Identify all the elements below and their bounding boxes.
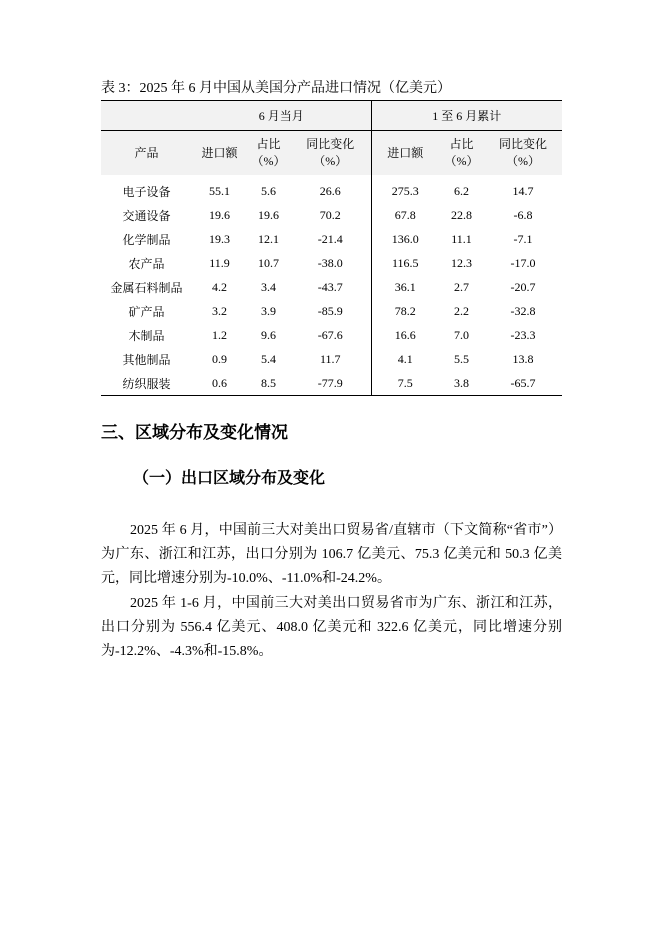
month-yoy-cell: 11.7 [290,347,371,371]
cum-yoy-cell: -7.1 [513,231,533,246]
table-row [101,251,562,275]
group-header-cumulative: 1 至 6 月累计 [371,101,562,131]
column-header-row [101,131,562,176]
cum-share-cell: 3.8 [439,371,484,396]
column-header-cum-value: 进口额 [371,131,439,176]
month-value-cell: 55.1 [209,183,230,198]
cum-share-cell: 2.2 [454,303,469,318]
product-cell: 化学制品 [122,232,171,247]
product-cell: 矿产品 [128,304,165,319]
month-share-cell: 19.6 [258,207,279,222]
table-caption: 表 3：2025 年 6 月中国从美国分产品进口情况（亿美元） [101,81,451,96]
month-yoy-cell: -38.0 [290,251,371,275]
paragraph-june: 2025 年 6 月，中国前三大对美出口贸易省/直辖市（下文简称“省市”）为广东、浙江和江苏，出口分别为 106.7 亿美元、75.3 亿美元和 50.3 亿美元，同比增速分别为-10.0%、-11.0%和-24.2%。 [101,523,562,586]
column-header-cum-share: 占比 （%） [439,131,484,176]
table-row [101,347,562,371]
cum-value-cell: 136.0 [391,231,419,246]
cum-yoy-cell: -32.8 [510,303,536,318]
cum-value-cell: 67.8 [394,207,416,222]
product-cell: 纺织服装 [101,371,192,396]
cum-yoy-cell: 13.8 [512,351,534,366]
product-cell: 金属石料制品 [110,280,183,295]
cum-share-cell: 2.7 [454,279,469,294]
product-cell: 其他制品 [122,352,171,367]
month-yoy-cell: -85.9 [290,299,371,323]
column-header-product: 产品 [101,131,192,176]
cum-share-cell: 22.8 [451,207,472,222]
month-share-cell: 5.4 [261,351,276,366]
cum-yoy-cell: -20.7 [510,279,536,294]
month-share-cell: 8.5 [247,371,290,396]
product-cell: 交通设备 [122,208,171,223]
month-value-cell: 11.9 [209,255,230,270]
month-share-cell: 10.7 [258,255,279,270]
cum-share-cell: 12.3 [451,255,472,270]
cum-value-cell: 7.5 [371,371,439,396]
column-header-cum-yoy: 同比变化 （%） [484,131,562,176]
month-share-cell: 3.4 [261,279,276,294]
month-value-cell: 1.2 [212,327,227,342]
group-header-blank [101,101,192,131]
month-yoy-cell: 26.6 [290,175,371,203]
month-value-cell: 0.6 [192,371,247,396]
table-row [101,371,562,396]
cum-share-cell: 7.0 [454,327,469,342]
month-share-cell: 12.1 [258,231,279,246]
import-by-product-table [101,100,562,396]
group-header-row [101,101,562,131]
cum-value-cell: 16.6 [394,327,416,342]
cum-value-cell: 78.2 [394,303,416,318]
cum-yoy-cell: -17.0 [510,255,536,270]
table-row [101,203,562,227]
cum-share-cell: 11.1 [451,231,472,246]
table-row [101,227,562,251]
month-share-cell: 9.6 [261,327,276,342]
cum-yoy-cell: -65.7 [484,371,562,396]
cum-value-cell: 4.1 [397,351,413,366]
cum-share-cell: 6.2 [454,183,469,198]
month-share-cell: 5.6 [261,183,276,198]
cum-value-cell: 116.5 [391,255,419,270]
cum-share-cell: 5.5 [454,351,469,366]
month-value-cell: 3.2 [212,303,227,318]
month-yoy-cell: -21.4 [290,227,371,251]
month-value-cell: 19.6 [209,207,230,222]
section-heading: 三、区域分布及变化情况 [101,423,288,443]
cum-value-cell: 36.1 [394,279,416,294]
month-value-cell: 19.3 [209,231,230,246]
month-yoy-cell: 70.2 [290,203,371,227]
month-yoy-cell: -43.7 [290,275,371,299]
cum-value-cell: 275.3 [391,183,419,198]
month-yoy-cell: -77.9 [290,371,371,396]
table-row [101,323,562,347]
cum-yoy-cell: 14.7 [512,183,534,198]
product-cell: 木制品 [128,328,165,343]
product-cell: 电子设备 [122,184,171,199]
product-cell: 农产品 [128,256,165,271]
month-value-cell: 0.9 [212,351,227,366]
cum-yoy-cell: -6.8 [513,207,533,222]
group-header-month: 6 月当月 [192,101,371,131]
column-header-month-share: 占比 （%） [247,131,290,176]
table-row [101,299,562,323]
cum-yoy-cell: -23.3 [510,327,536,342]
paragraph-h1: 2025 年 1-6 月，中国前三大对美出口贸易省市为广东、浙江和江苏，出口分别为 556.4 亿美元、408.0 亿美元和 322.6 亿美元，同比增速分别为-12.2%、-4.3%和-15.8%。 [101,596,562,659]
table-row [101,275,562,299]
section-subheading: （一）出口区域分布及变化 [133,468,326,487]
column-header-month-yoy: 同比变化 （%） [290,131,371,176]
table-row [101,175,562,203]
month-share-cell: 3.9 [261,303,276,318]
month-value-cell: 4.2 [212,279,227,294]
column-header-month-value: 进口额 [192,131,247,176]
month-yoy-cell: -67.6 [290,323,371,347]
